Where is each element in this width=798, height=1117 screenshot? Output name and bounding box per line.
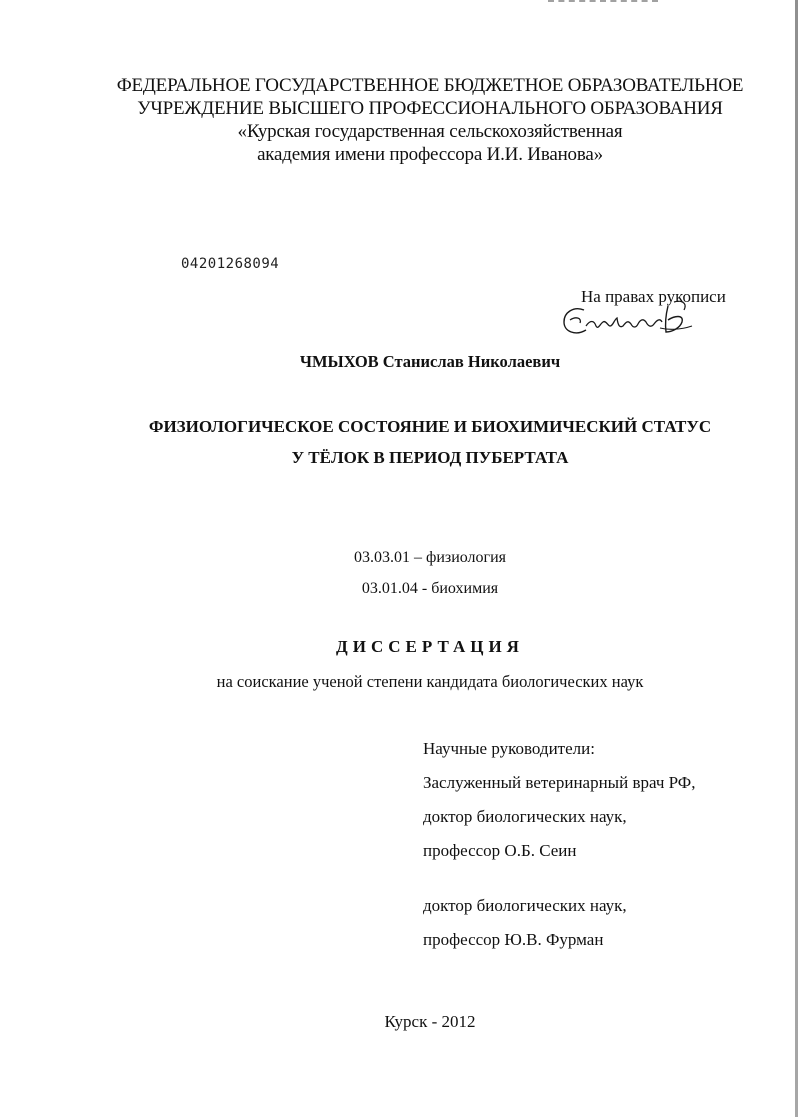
specialty-1: 03.03.01 – физиология (353, 549, 507, 566)
dissertation-title (0, 411, 798, 473)
institution-line-1: ФЕДЕРАЛЬНОЕ ГОСУДАРСТВЕННОЕ БЮДЖЕТНОЕ ОБРАЗОВАТЕЛЬНОЕ (116, 75, 744, 96)
institution-line-3: «Курская государственная сельскохозяйственная (237, 121, 623, 142)
document-type: ДИССЕРТАЦИЯ (336, 637, 524, 656)
institution-line-4: академия имени профессора И.И. Иванова» (257, 144, 603, 165)
supervisor-1-line-3: профессор О.Б. Сеин (423, 841, 577, 860)
degree-line: на соискание ученой степени кандидата биологических наук (216, 672, 644, 691)
supervisors-heading: Научные руководители: (423, 739, 595, 758)
handwritten-signature (556, 296, 706, 344)
institution-line-2: УЧРЕЖДЕНИЕ ВЫСШЕГО ПРОФЕССИОНАЛЬНОГО ОБРАЗОВАНИЯ (137, 98, 723, 119)
supervisor-2-line-1: доктор биологических наук, (423, 896, 627, 915)
title-line-2: У ТЁЛОК В ПЕРИОД ПУБЕРТАТА (291, 448, 569, 467)
supervisors-block (423, 732, 696, 957)
registration-number: 04201268094 (181, 256, 280, 272)
supervisor-spacer (423, 868, 696, 889)
supervisor-1-line-2: доктор биологических наук, (423, 807, 627, 826)
city-year: Курск - 2012 (384, 1012, 476, 1031)
specialty-codes (0, 542, 798, 604)
supervisor-1-line-1: Заслуженный ветеринарный врач РФ, (423, 773, 696, 792)
author-name: ЧМЫХОВ Станислав Николаевич (299, 352, 561, 371)
scan-edge-mark (548, 0, 658, 5)
specialty-2: 03.01.04 - биохимия (361, 580, 499, 597)
supervisor-2-line-2: профессор Ю.В. Фурман (423, 930, 604, 949)
rights-note: На правах рукописи (581, 287, 726, 306)
title-line-1: ФИЗИОЛОГИЧЕСКОЕ СОСТОЯНИЕ И БИОХИМИЧЕСКИЙ СТАТУС (148, 417, 712, 436)
institution-header (60, 74, 798, 166)
